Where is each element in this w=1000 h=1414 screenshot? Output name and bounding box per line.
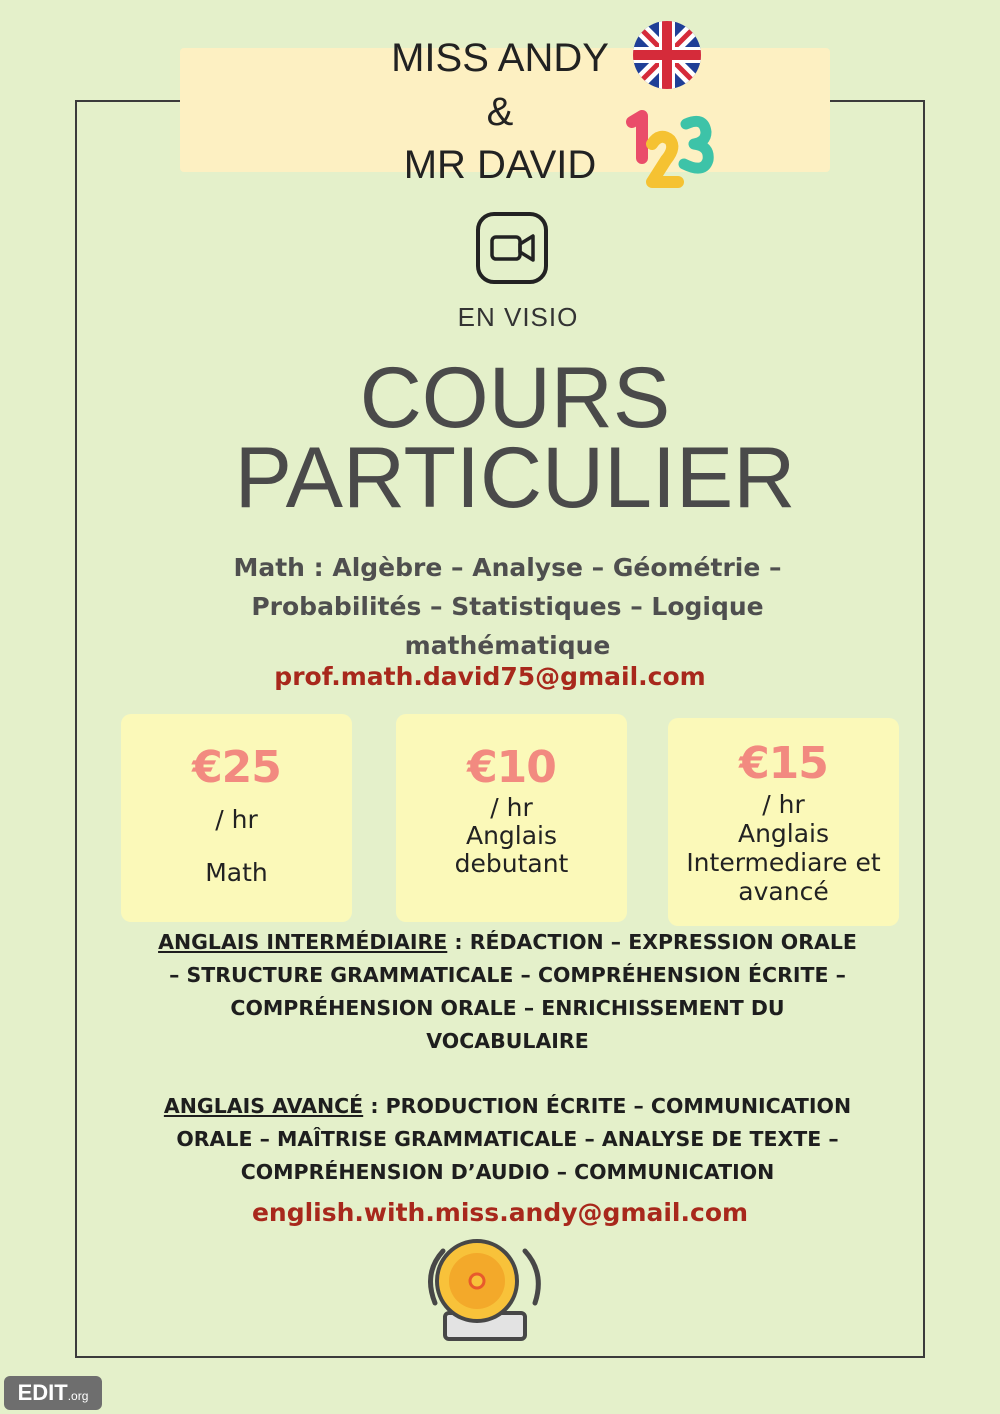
price-unit: / hr <box>762 790 805 819</box>
advanced-heading: ANGLAIS AVANCÉ <box>163 1094 364 1118</box>
advanced-line-3: COMPRÉHENSION D’AUDIO – COMMUNICATION <box>240 1160 775 1184</box>
price-card-english-beginner <box>396 714 627 922</box>
price-subject-line-2: Intermediare et <box>686 848 881 877</box>
price-unit: / hr <box>215 805 258 834</box>
math-subjects-line-3: mathématique <box>404 631 611 660</box>
price-unit: / hr <box>490 793 533 822</box>
advanced-english-section <box>150 1090 865 1189</box>
intermediate-heading: ANGLAIS INTERMÉDIAIRE <box>158 930 448 954</box>
title-line-2: PARTICULIER <box>234 430 796 526</box>
uk-flag-icon <box>632 20 702 90</box>
bell-icon <box>425 1233 545 1358</box>
edit-org-logo <box>4 1376 102 1410</box>
math-email-link[interactable]: prof.math.david75@gmail.com <box>274 662 706 691</box>
header-ampersand: & <box>486 90 514 134</box>
english-email-link[interactable]: english.with.miss.andy@gmail.com <box>251 1198 749 1227</box>
price-subject-line-1: Anglais <box>465 821 558 850</box>
math-subjects <box>200 548 815 665</box>
price-subject-line-2: debutant <box>454 849 569 878</box>
intermediate-line-4: VOCABULAIRE <box>426 1029 589 1053</box>
price-value: €10 <box>467 742 556 793</box>
logo-main: EDIT <box>17 1380 68 1405</box>
header-name-andy: MISS ANDY <box>391 36 609 80</box>
advanced-text-1: : PRODUCTION ÉCRITE – COMMUNICATION <box>363 1094 852 1118</box>
intermediate-line-2: – STRUCTURE GRAMMATICALE – COMPRÉHENSION ÉCRITE – <box>169 963 846 987</box>
intermediate-line-3: COMPRÉHENSION ORALE – ENRICHISSEMENT DU <box>230 996 785 1020</box>
logo-suffix: .org <box>67 1389 89 1403</box>
intermediate-english-section <box>150 926 865 1058</box>
visio-label: EN VISIO <box>457 302 579 332</box>
video-camera-icon <box>475 211 549 285</box>
price-subject: Math <box>205 858 268 887</box>
price-value: €25 <box>192 742 281 793</box>
price-value: €15 <box>739 738 828 789</box>
price-card-math <box>121 714 352 922</box>
math-subjects-line-1: Math : Algèbre – Analyse – Géométrie – <box>233 553 782 582</box>
page-title <box>150 350 880 526</box>
header-name-david: MR DAVID <box>403 143 597 187</box>
price-card-english-advanced <box>668 718 899 926</box>
numbers-123-icon <box>620 110 720 196</box>
title-line-1: COURS <box>359 350 671 446</box>
advanced-line-2: ORALE – MAÎTRISE GRAMMATICALE – ANALYSE DE TEXTE – <box>176 1127 839 1151</box>
math-subjects-line-2: Probabilités – Statistiques – Logique <box>251 592 764 621</box>
price-subject-line-1: Anglais <box>737 819 830 848</box>
intermediate-text-1: : RÉDACTION – EXPRESSION ORALE <box>447 930 857 954</box>
price-subject-line-3: avancé <box>738 877 829 906</box>
